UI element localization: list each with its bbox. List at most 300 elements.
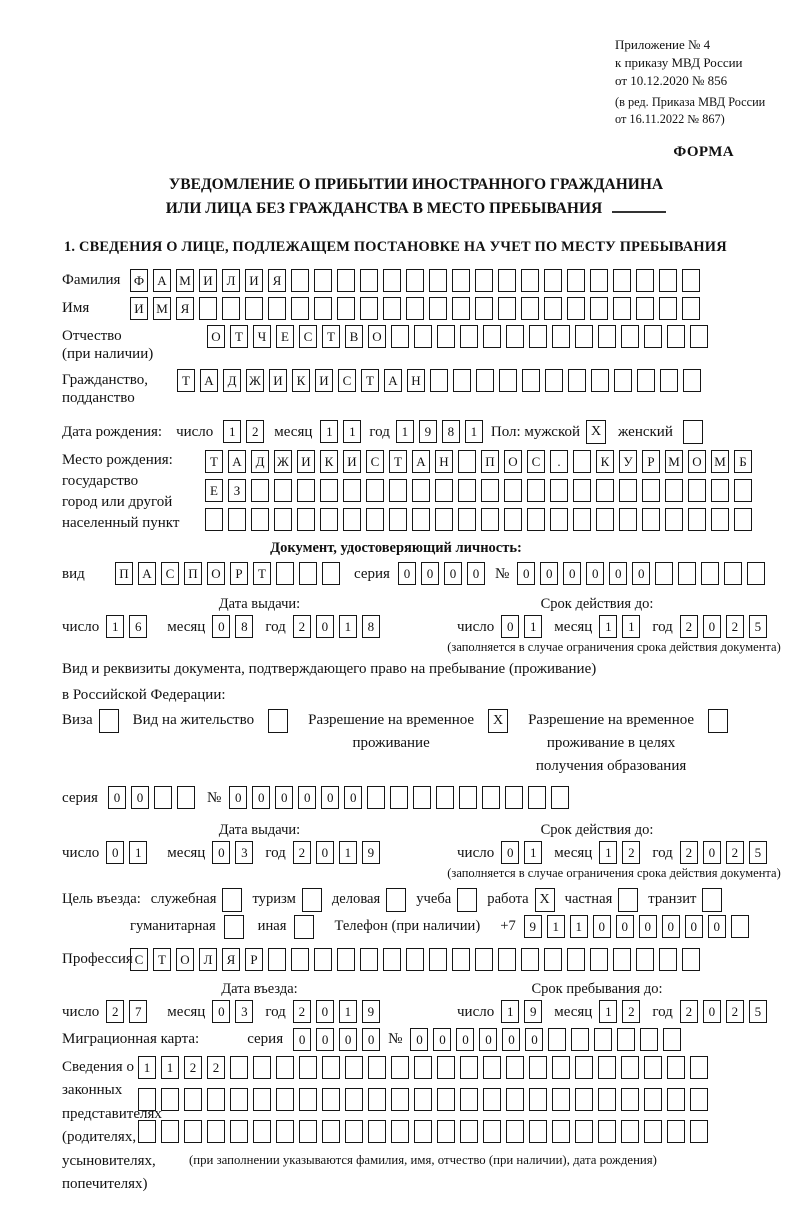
char-cell[interactable] (184, 1088, 202, 1111)
char-cell[interactable] (621, 325, 639, 348)
char-cell[interactable]: В (345, 325, 363, 348)
char-cell[interactable] (644, 325, 662, 348)
char-cell[interactable]: 0 (517, 562, 535, 585)
char-cell[interactable] (568, 369, 586, 392)
char-cell[interactable] (366, 508, 384, 531)
char-cell[interactable] (297, 508, 315, 531)
char-cell[interactable] (642, 508, 660, 531)
char-cell[interactable] (567, 948, 585, 971)
gender-female-checkbox[interactable] (683, 420, 703, 444)
char-cell[interactable]: А (384, 369, 402, 392)
char-cell[interactable] (412, 508, 430, 531)
char-cell[interactable] (596, 508, 614, 531)
char-cell[interactable] (245, 297, 263, 320)
char-cell[interactable]: О (368, 325, 386, 348)
char-cell[interactable]: И (245, 269, 263, 292)
char-cell[interactable]: Ж (274, 450, 292, 473)
char-cell[interactable]: Р (245, 948, 263, 971)
char-cell[interactable] (299, 1120, 317, 1143)
char-cell[interactable] (637, 369, 655, 392)
char-cell[interactable] (291, 948, 309, 971)
char-cell[interactable]: 1 (339, 1000, 357, 1023)
char-cell[interactable] (460, 325, 478, 348)
char-cell[interactable]: 0 (410, 1028, 428, 1051)
char-cell[interactable]: 1 (599, 841, 617, 864)
char-cell[interactable]: 1 (524, 615, 542, 638)
purpose-study-checkbox[interactable] (457, 888, 477, 912)
char-cell[interactable]: О (207, 562, 225, 585)
char-cell[interactable] (544, 297, 562, 320)
char-cell[interactable] (690, 1120, 708, 1143)
char-cell[interactable]: 3 (235, 841, 253, 864)
char-cell[interactable] (383, 269, 401, 292)
char-cell[interactable]: 3 (235, 1000, 253, 1023)
char-cell[interactable]: 1 (320, 420, 338, 443)
char-cell[interactable] (567, 297, 585, 320)
char-cell[interactable] (551, 786, 569, 809)
char-cell[interactable]: И (130, 297, 148, 320)
char-cell[interactable] (482, 786, 500, 809)
char-cell[interactable]: 2 (293, 1000, 311, 1023)
char-cell[interactable] (573, 508, 591, 531)
char-cell[interactable] (391, 1088, 409, 1111)
char-cell[interactable] (644, 1120, 662, 1143)
char-cell[interactable] (598, 1120, 616, 1143)
char-cell[interactable]: Я (222, 948, 240, 971)
char-cell[interactable] (435, 479, 453, 502)
char-cell[interactable]: 0 (703, 615, 721, 638)
char-cell[interactable] (665, 479, 683, 502)
char-cell[interactable] (529, 325, 547, 348)
char-cell[interactable]: А (200, 369, 218, 392)
char-cell[interactable]: Т (361, 369, 379, 392)
char-cell[interactable] (642, 479, 660, 502)
char-cell[interactable]: 0 (316, 841, 334, 864)
char-cell[interactable] (406, 948, 424, 971)
char-cell[interactable] (678, 562, 696, 585)
char-cell[interactable] (253, 1056, 271, 1079)
char-cell[interactable] (613, 948, 631, 971)
char-cell[interactable] (322, 1056, 340, 1079)
char-cell[interactable] (660, 369, 678, 392)
char-cell[interactable]: Т (230, 325, 248, 348)
char-cell[interactable]: 0 (293, 1028, 311, 1051)
char-cell[interactable]: 1 (106, 615, 124, 638)
char-cell[interactable]: 0 (344, 786, 362, 809)
char-cell[interactable] (268, 297, 286, 320)
char-cell[interactable] (345, 1120, 363, 1143)
char-cell[interactable]: Ф (130, 269, 148, 292)
char-cell[interactable]: 8 (362, 615, 380, 638)
char-cell[interactable] (683, 369, 701, 392)
char-cell[interactable]: 0 (398, 562, 416, 585)
char-cell[interactable] (573, 450, 591, 473)
char-cell[interactable]: 2 (293, 841, 311, 864)
char-cell[interactable] (665, 508, 683, 531)
char-cell[interactable]: Ж (246, 369, 264, 392)
char-cell[interactable]: 0 (703, 1000, 721, 1023)
char-cell[interactable] (320, 479, 338, 502)
char-cell[interactable] (711, 479, 729, 502)
char-cell[interactable] (268, 948, 286, 971)
char-cell[interactable] (389, 479, 407, 502)
char-cell[interactable] (498, 269, 516, 292)
char-cell[interactable]: Т (205, 450, 223, 473)
char-cell[interactable] (659, 948, 677, 971)
char-cell[interactable] (274, 508, 292, 531)
char-cell[interactable]: 1 (339, 841, 357, 864)
char-cell[interactable]: 0 (421, 562, 439, 585)
char-cell[interactable]: 0 (609, 562, 627, 585)
char-cell[interactable] (475, 297, 493, 320)
char-cell[interactable]: 1 (524, 841, 542, 864)
char-cell[interactable] (251, 479, 269, 502)
char-cell[interactable] (460, 1056, 478, 1079)
char-cell[interactable] (667, 1056, 685, 1079)
temp-residence-checkbox[interactable]: X (488, 709, 508, 733)
char-cell[interactable] (590, 948, 608, 971)
char-cell[interactable] (527, 508, 545, 531)
char-cell[interactable] (414, 1088, 432, 1111)
char-cell[interactable] (414, 1120, 432, 1143)
char-cell[interactable] (734, 479, 752, 502)
char-cell[interactable]: 9 (362, 841, 380, 864)
char-cell[interactable] (688, 508, 706, 531)
char-cell[interactable]: 2 (726, 615, 744, 638)
char-cell[interactable]: С (161, 562, 179, 585)
char-cell[interactable] (199, 297, 217, 320)
char-cell[interactable] (575, 1088, 593, 1111)
char-cell[interactable]: 2 (726, 1000, 744, 1023)
char-cell[interactable] (207, 1120, 225, 1143)
char-cell[interactable] (621, 1088, 639, 1111)
char-cell[interactable] (368, 1120, 386, 1143)
char-cell[interactable]: Я (176, 297, 194, 320)
char-cell[interactable] (544, 948, 562, 971)
char-cell[interactable] (368, 1088, 386, 1111)
char-cell[interactable] (617, 1028, 635, 1051)
char-cell[interactable] (734, 508, 752, 531)
char-cell[interactable] (360, 269, 378, 292)
char-cell[interactable]: 9 (524, 1000, 542, 1023)
char-cell[interactable]: 0 (316, 615, 334, 638)
char-cell[interactable] (527, 479, 545, 502)
char-cell[interactable] (322, 562, 340, 585)
char-cell[interactable] (460, 1088, 478, 1111)
char-cell[interactable]: И (199, 269, 217, 292)
char-cell[interactable] (521, 269, 539, 292)
char-cell[interactable]: 1 (501, 1000, 519, 1023)
char-cell[interactable] (529, 1088, 547, 1111)
char-cell[interactable]: 2 (680, 1000, 698, 1023)
char-cell[interactable]: Л (199, 948, 217, 971)
char-cell[interactable] (251, 508, 269, 531)
char-cell[interactable]: 1 (129, 841, 147, 864)
char-cell[interactable] (413, 786, 431, 809)
char-cell[interactable] (437, 1120, 455, 1143)
char-cell[interactable]: 0 (456, 1028, 474, 1051)
char-cell[interactable]: 0 (131, 786, 149, 809)
char-cell[interactable] (550, 508, 568, 531)
char-cell[interactable]: 1 (343, 420, 361, 443)
char-cell[interactable] (222, 297, 240, 320)
char-cell[interactable] (314, 948, 332, 971)
char-cell[interactable] (368, 1056, 386, 1079)
char-cell[interactable] (320, 508, 338, 531)
char-cell[interactable]: 1 (223, 420, 241, 443)
char-cell[interactable] (621, 1120, 639, 1143)
char-cell[interactable]: И (297, 450, 315, 473)
char-cell[interactable] (682, 269, 700, 292)
char-cell[interactable] (391, 1056, 409, 1079)
char-cell[interactable] (590, 297, 608, 320)
char-cell[interactable]: 0 (632, 562, 650, 585)
char-cell[interactable]: Ч (253, 325, 271, 348)
purpose-business-checkbox[interactable] (386, 888, 406, 912)
char-cell[interactable] (406, 297, 424, 320)
char-cell[interactable] (483, 1088, 501, 1111)
char-cell[interactable]: К (320, 450, 338, 473)
char-cell[interactable]: 5 (749, 1000, 767, 1023)
char-cell[interactable] (711, 508, 729, 531)
char-cell[interactable] (459, 786, 477, 809)
char-cell[interactable] (573, 479, 591, 502)
char-cell[interactable]: 0 (540, 562, 558, 585)
char-cell[interactable] (682, 948, 700, 971)
char-cell[interactable] (460, 1120, 478, 1143)
char-cell[interactable] (337, 269, 355, 292)
purpose-tourism-checkbox[interactable] (302, 888, 322, 912)
char-cell[interactable]: 0 (108, 786, 126, 809)
char-cell[interactable]: 9 (419, 420, 437, 443)
char-cell[interactable] (663, 1028, 681, 1051)
char-cell[interactable] (506, 1056, 524, 1079)
purpose-humanitarian-checkbox[interactable] (224, 915, 244, 939)
char-cell[interactable]: М (665, 450, 683, 473)
char-cell[interactable] (253, 1088, 271, 1111)
char-cell[interactable]: С (299, 325, 317, 348)
char-cell[interactable] (205, 508, 223, 531)
char-cell[interactable] (552, 1088, 570, 1111)
char-cell[interactable]: Е (276, 325, 294, 348)
char-cell[interactable] (458, 450, 476, 473)
char-cell[interactable] (476, 369, 494, 392)
char-cell[interactable] (613, 269, 631, 292)
char-cell[interactable]: Р (230, 562, 248, 585)
char-cell[interactable]: 2 (207, 1056, 225, 1079)
char-cell[interactable] (430, 369, 448, 392)
char-cell[interactable]: С (130, 948, 148, 971)
char-cell[interactable] (414, 325, 432, 348)
char-cell[interactable] (297, 479, 315, 502)
char-cell[interactable]: Т (253, 562, 271, 585)
char-cell[interactable]: О (176, 948, 194, 971)
char-cell[interactable]: О (504, 450, 522, 473)
char-cell[interactable] (659, 269, 677, 292)
char-cell[interactable] (667, 1088, 685, 1111)
char-cell[interactable]: Т (322, 325, 340, 348)
char-cell[interactable] (481, 508, 499, 531)
char-cell[interactable]: 0 (106, 841, 124, 864)
char-cell[interactable]: 0 (501, 615, 519, 638)
char-cell[interactable] (571, 1028, 589, 1051)
char-cell[interactable] (391, 325, 409, 348)
char-cell[interactable]: 2 (622, 1000, 640, 1023)
char-cell[interactable] (314, 297, 332, 320)
char-cell[interactable] (414, 1056, 432, 1079)
char-cell[interactable]: П (184, 562, 202, 585)
char-cell[interactable]: А (153, 269, 171, 292)
char-cell[interactable] (161, 1120, 179, 1143)
char-cell[interactable]: 0 (502, 1028, 520, 1051)
char-cell[interactable] (545, 369, 563, 392)
char-cell[interactable]: 0 (639, 915, 657, 938)
char-cell[interactable] (291, 297, 309, 320)
char-cell[interactable]: 1 (599, 1000, 617, 1023)
char-cell[interactable] (529, 1056, 547, 1079)
char-cell[interactable] (161, 1088, 179, 1111)
char-cell[interactable] (337, 297, 355, 320)
char-cell[interactable]: 8 (235, 615, 253, 638)
char-cell[interactable]: О (688, 450, 706, 473)
char-cell[interactable] (575, 1120, 593, 1143)
char-cell[interactable]: 0 (362, 1028, 380, 1051)
char-cell[interactable] (207, 1088, 225, 1111)
char-cell[interactable] (522, 369, 540, 392)
char-cell[interactable]: 0 (444, 562, 462, 585)
char-cell[interactable]: 0 (586, 562, 604, 585)
char-cell[interactable] (138, 1120, 156, 1143)
char-cell[interactable] (276, 562, 294, 585)
char-cell[interactable]: 9 (524, 915, 542, 938)
char-cell[interactable] (230, 1088, 248, 1111)
char-cell[interactable] (529, 1120, 547, 1143)
char-cell[interactable] (299, 1088, 317, 1111)
char-cell[interactable] (596, 479, 614, 502)
char-cell[interactable] (598, 1056, 616, 1079)
char-cell[interactable]: П (115, 562, 133, 585)
char-cell[interactable]: А (228, 450, 246, 473)
char-cell[interactable]: 1 (396, 420, 414, 443)
purpose-work-checkbox[interactable]: X (535, 888, 555, 912)
char-cell[interactable]: И (269, 369, 287, 392)
char-cell[interactable] (682, 297, 700, 320)
char-cell[interactable]: 0 (433, 1028, 451, 1051)
char-cell[interactable] (619, 479, 637, 502)
char-cell[interactable] (506, 1120, 524, 1143)
char-cell[interactable] (437, 325, 455, 348)
char-cell[interactable] (389, 508, 407, 531)
char-cell[interactable]: 0 (229, 786, 247, 809)
char-cell[interactable] (613, 297, 631, 320)
char-cell[interactable] (483, 1120, 501, 1143)
char-cell[interactable] (390, 786, 408, 809)
char-cell[interactable] (230, 1120, 248, 1143)
char-cell[interactable]: М (176, 269, 194, 292)
char-cell[interactable] (343, 479, 361, 502)
char-cell[interactable] (253, 1120, 271, 1143)
char-cell[interactable]: 5 (749, 841, 767, 864)
char-cell[interactable] (435, 508, 453, 531)
char-cell[interactable] (383, 948, 401, 971)
char-cell[interactable] (360, 948, 378, 971)
char-cell[interactable] (528, 786, 546, 809)
char-cell[interactable] (636, 948, 654, 971)
char-cell[interactable]: У (619, 450, 637, 473)
char-cell[interactable]: Л (222, 269, 240, 292)
char-cell[interactable]: 0 (479, 1028, 497, 1051)
char-cell[interactable] (337, 948, 355, 971)
char-cell[interactable] (598, 1088, 616, 1111)
char-cell[interactable] (724, 562, 742, 585)
char-cell[interactable] (299, 562, 317, 585)
char-cell[interactable] (614, 369, 632, 392)
char-cell[interactable]: 1 (465, 420, 483, 443)
char-cell[interactable]: Н (435, 450, 453, 473)
char-cell[interactable] (458, 508, 476, 531)
visa-checkbox[interactable] (99, 709, 119, 733)
char-cell[interactable] (690, 325, 708, 348)
char-cell[interactable]: 0 (685, 915, 703, 938)
char-cell[interactable] (636, 297, 654, 320)
char-cell[interactable]: Е (205, 479, 223, 502)
char-cell[interactable]: Р (642, 450, 660, 473)
char-cell[interactable] (452, 297, 470, 320)
char-cell[interactable] (667, 1120, 685, 1143)
purpose-other-checkbox[interactable] (294, 915, 314, 939)
char-cell[interactable] (521, 948, 539, 971)
char-cell[interactable]: 0 (212, 841, 230, 864)
char-cell[interactable] (276, 1120, 294, 1143)
char-cell[interactable] (228, 508, 246, 531)
char-cell[interactable]: 0 (467, 562, 485, 585)
char-cell[interactable]: М (711, 450, 729, 473)
temp-residence-edu-checkbox[interactable] (708, 709, 728, 733)
char-cell[interactable] (276, 1056, 294, 1079)
char-cell[interactable] (345, 1088, 363, 1111)
char-cell[interactable]: 1 (339, 615, 357, 638)
char-cell[interactable] (475, 269, 493, 292)
char-cell[interactable] (575, 325, 593, 348)
char-cell[interactable] (291, 269, 309, 292)
char-cell[interactable] (504, 479, 522, 502)
char-cell[interactable]: 8 (442, 420, 460, 443)
char-cell[interactable]: 2 (680, 615, 698, 638)
char-cell[interactable] (483, 1056, 501, 1079)
char-cell[interactable]: 1 (138, 1056, 156, 1079)
char-cell[interactable]: 9 (362, 1000, 380, 1023)
char-cell[interactable] (690, 1056, 708, 1079)
char-cell[interactable]: И (343, 450, 361, 473)
char-cell[interactable] (481, 479, 499, 502)
char-cell[interactable] (322, 1088, 340, 1111)
char-cell[interactable] (314, 269, 332, 292)
char-cell[interactable]: А (412, 450, 430, 473)
char-cell[interactable] (499, 369, 517, 392)
char-cell[interactable]: 0 (525, 1028, 543, 1051)
char-cell[interactable]: П (481, 450, 499, 473)
char-cell[interactable] (429, 269, 447, 292)
char-cell[interactable] (548, 1028, 566, 1051)
char-cell[interactable] (483, 325, 501, 348)
char-cell[interactable]: 0 (252, 786, 270, 809)
char-cell[interactable]: 1 (161, 1056, 179, 1079)
char-cell[interactable]: К (596, 450, 614, 473)
char-cell[interactable]: 5 (749, 615, 767, 638)
char-cell[interactable] (345, 1056, 363, 1079)
char-cell[interactable] (299, 1056, 317, 1079)
char-cell[interactable]: 0 (298, 786, 316, 809)
